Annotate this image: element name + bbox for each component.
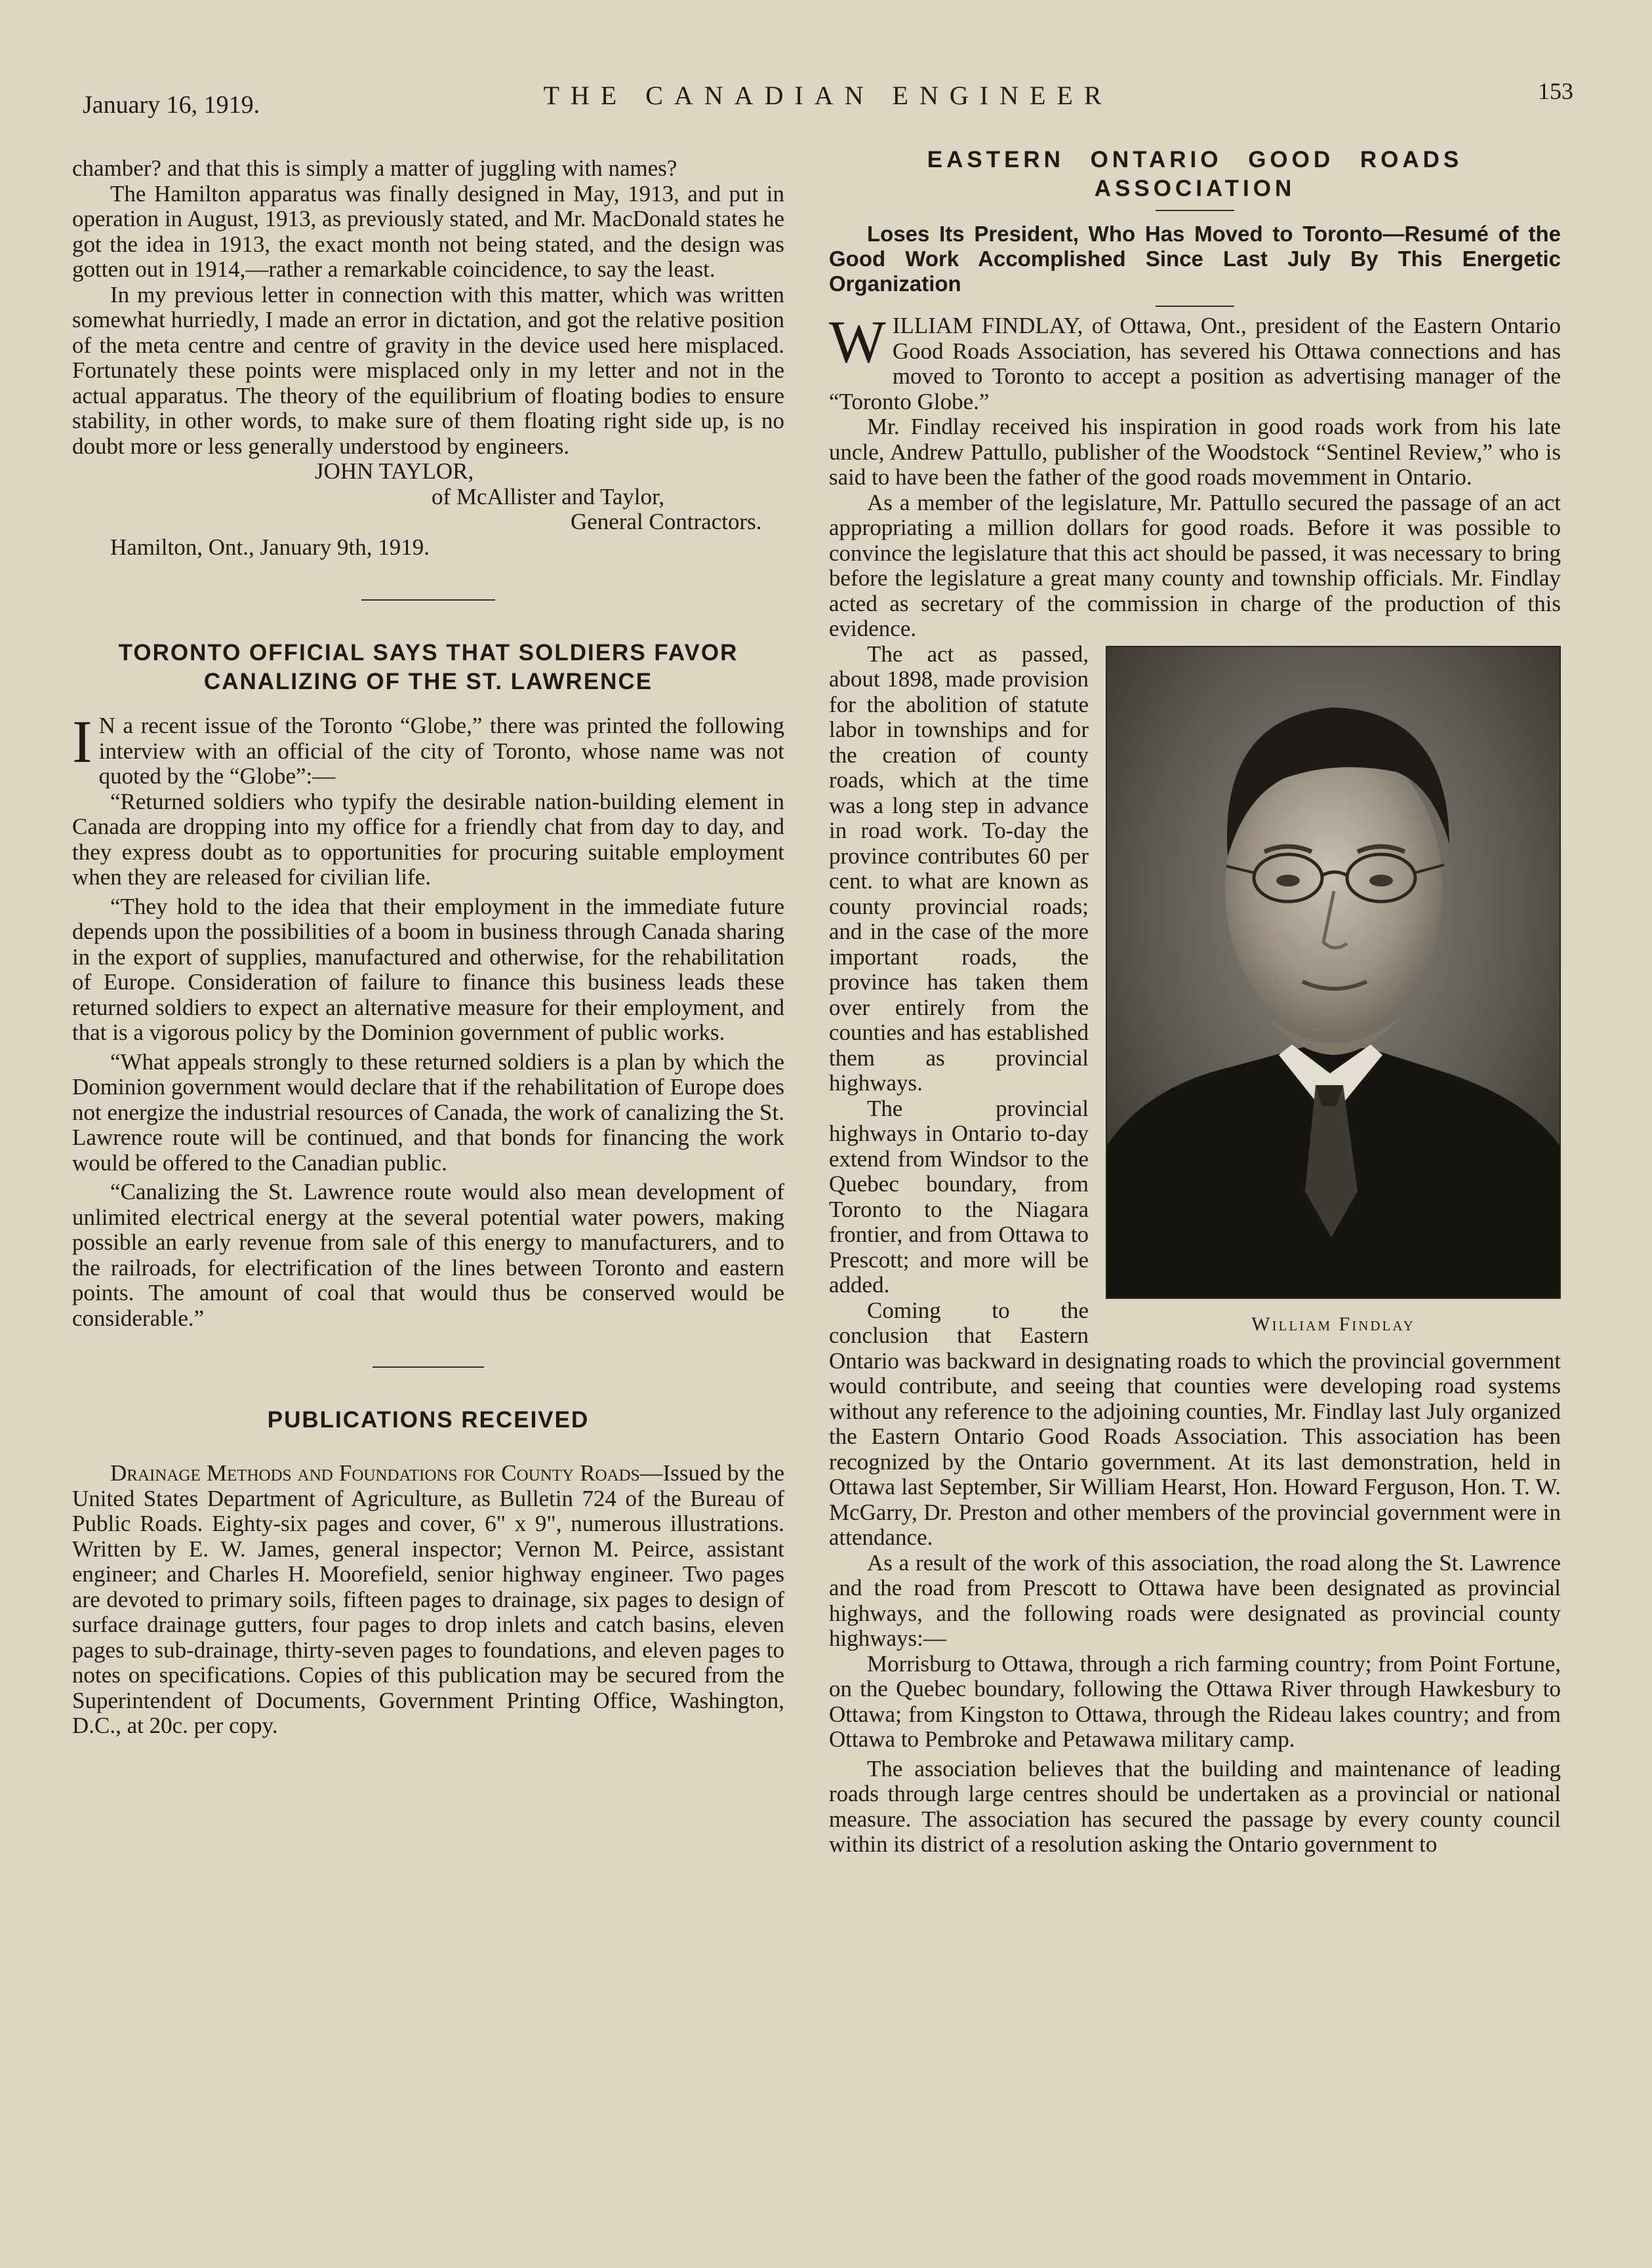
drop-cap: I xyxy=(72,708,92,775)
article-paragraph: “Returned soldiers who typify the desirable nation-building element in Canada are dropping into my office for a friendly chat from day to day, and they express doubt as to opportunities for procuring suitable employment when they are released for civilian life. xyxy=(72,788,784,890)
section-divider xyxy=(373,1366,484,1368)
article-paragraph: Morrisburg to Ottawa, through a rich farming country; from Point Fortune, on the Quebec boundary, following the Ottawa River through Hawkesbury to Ottawa; from Kingston to Ottawa, through the Rideau lakes country; and from Ottawa to Pembroke and Petawawa military camp. xyxy=(829,1650,1561,1752)
journal-title: THE CANADIAN ENGINEER xyxy=(543,81,1113,110)
article-paragraph: Coming to the conclusion that Eastern Ontario was backward in designating roads to which the provincial government would contribute, and seeing that counties were developing road systems without any reference to the adjoining counties, Mr. Findlay last July organized the Eastern Ontario Good Roads Association. This association has been recognized by the Ontario government. At its last demonstration, held in Ottawa last September, Sir William Hearst, Hon. Howard Ferguson, Hon. T. W. McGarry, Dr. Preston and other members of the provincial government were in attendance. xyxy=(829,1297,1561,1550)
publication-title: Drainage Methods and Foundations for County Roads xyxy=(110,1460,640,1486)
signature-name: JOHN TAYLOR, xyxy=(315,458,474,484)
letter-dateline: Hamilton, Ont., January 9th, 1919. xyxy=(110,534,430,560)
subtitle-rule xyxy=(1156,306,1234,307)
signature-title: General Contractors. xyxy=(571,509,762,534)
signature-firm: of McAllister and Taylor, xyxy=(432,483,665,509)
article-paragraph: Mr. Findlay received his inspiration in good roads work from his late uncle, Andrew Pattullo, publisher of the Woodstock “Sentinel Review,” who is said to have been the father of the good roads movemment in Ontario. xyxy=(829,414,1561,490)
left-column xyxy=(72,156,784,1739)
lead-text: N a recent issue of the Toronto “Globe,” there was printed the following interview with an official of the city of Toronto, whose name was not quoted by the “Globe”:— xyxy=(98,713,784,789)
right-column xyxy=(829,146,1561,1858)
article-paragraph: The act as passed, about 1898, made provision for the abolition of statute labor in townships and for the creation of county roads, which at the time was a long step in advance in road work. To-day the province contributes 60 per cent. to what are known as county provincial roads; and in the case of the more important roads, the province has taken them over entirely from the counties and has established them as provincial highways. xyxy=(829,641,1089,1096)
article-paragraph: The association believes that the building and maintenance of leading roads through large centres should be undertaken as a provincial or national measure. The association has secured the passage by every county council within its district of a resolution asking the Ontario government to xyxy=(829,1755,1561,1857)
article-subtitle: Loses Its President, Who Has Moved to Toronto—Resumé of the Good Work Accomplished Since Last July By This Energetic Organization xyxy=(829,222,1561,296)
section-title: PUBLICATIONS RECEIVED xyxy=(267,1407,590,1433)
article-paragraph: “Canalizing the St. Lawrence route would also mean development of unlimited electrical energy at the several potential water powers, making possible an early revenue from sale of this energy to manufacturers, and to the railroads, for electrification of the lines between Toronto and eastern points. The amount of coal that would thus be conserved would be considerable.” xyxy=(72,1179,784,1331)
letter-paragraph: The Hamilton apparatus was finally designed in May, 1913, and put in operation in August, 1913, as previously stated, and Mr. MacDonald states he got the idea in 1913, the exact month not being stated, and the design was gotten out in 1914,—rather a remarkable coincidence, to say the least. xyxy=(72,180,784,282)
title-rule xyxy=(1156,210,1234,211)
publications-section xyxy=(72,1406,784,1739)
drop-cap: W xyxy=(829,308,886,375)
article-lead-paragraph xyxy=(72,708,784,789)
portrait-photo xyxy=(1106,646,1561,1299)
issue-date: January 16, 1919. xyxy=(83,91,260,119)
letter-paragraph: In my previous letter in connection with this matter, which was written somewhat hurriedly, I made an error in dictation, and got the relative position of the meta centre and centre of gravity in the device used here misplaced. Fortunately these points were misplaced only in my letter and not in the actual apparatus. The theory of the equilibrium of floating bodies to ensure stability, in other words, to make sure of them floating right side up, is no doubt more or less generally understood by engineers. xyxy=(72,281,784,459)
publication-body: —Issued by the United States Department of Agriculture, as Bulletin 724 of the Bureau of Public Roads. Eighty-six pages and cover, 6" x 9", numerous illustrations. Written by E. W. James, general inspector; Vernon M. Peirce, assistant engineer; and Charles H. Moorefield, senior highway engineer. Two pages are devoted to primary soils, fifteen pages to drainage, six pages to design of surface drainage gutters, four pages to drop inlets and catch basins, eleven pages to sub-drainage, thirty-seven pages to foundations, and eleven pages to notes on specifications. Copies of this publication may be secured from the Superintendent of Documents, Government Printing Office, Washington, D.C., at 20c. per copy. xyxy=(72,1460,784,1738)
running-header xyxy=(83,77,1573,130)
portrait-figure xyxy=(1106,646,1561,1338)
lead-text: ILLIAM FINDLAY, of Ottawa, Ont., president of the Eastern Ontario Good Roads Association, has severed his Ottawa connections and has moved to Toronto to accept a position as advertising manager of the “Toronto Globe.” xyxy=(829,313,1561,414)
letter-section xyxy=(72,156,784,560)
section-divider xyxy=(361,599,495,601)
article-lead-paragraph xyxy=(829,308,1561,414)
article-paragraph: As a result of the work of this association, the road along the St. Lawrence and the road from Prescott to Ottawa have been designated as provincial highways, and the following roads were designated as provincial county highways:— xyxy=(829,1549,1561,1651)
article-paragraph: “They hold to the idea that their employment in the immediate future depends upon the possibilities of a boom in business through Canada sharing in the export of supplies, manufactured and otherwise, for the rehabilitation of Europe. Consideration of failure to finance this business leads these returned soldiers to expect an alternative measure for their employment, and that is a vigorous policy by the Dominion government of public works. xyxy=(72,893,784,1045)
article-title: TORONTO OFFICIAL SAYS THAT SOLDIERS FAVOR CANALIZING OF THE ST. LAWRENCE xyxy=(118,640,738,694)
letter-paragraph: chamber? and that this is simply a matter of juggling with names? xyxy=(72,155,677,181)
soldiers-article xyxy=(72,639,784,1331)
article-paragraph: “What appeals strongly to these returned soldiers is a plan by which the Dominion government would declare that if the rehabilitation of Europe does not energize the industrial resources of Canada, the work of canalizing the St. Lawrence route will be continued, and that bonds for financing the work would be offered to the Canadian public. xyxy=(72,1048,784,1176)
article-paragraph: As a member of the legislature, Mr. Pattullo secured the passage of an act appropriating a million dollars for good roads. Before it was possible to convince the legislature that this act should be passed, it was necessary to bring before the legislature a great many county and township officials. Mr. Findlay acted as secretary of the commission in charge of the production of this evidence. xyxy=(829,489,1561,641)
article-title: EASTERN ONTARIO GOOD ROADS ASSOCIATION xyxy=(927,147,1463,201)
page-number: 153 xyxy=(1538,78,1573,104)
photo-caption: William Findlay xyxy=(1251,1313,1415,1335)
publication-entry xyxy=(72,1461,784,1739)
article-paragraph: The provincial highways in Ontario to-day extend from Windsor to the Quebec boundary, from Toronto to the Niagara frontier, and from Ottawa to Prescott; and more will be added. xyxy=(829,1095,1089,1298)
